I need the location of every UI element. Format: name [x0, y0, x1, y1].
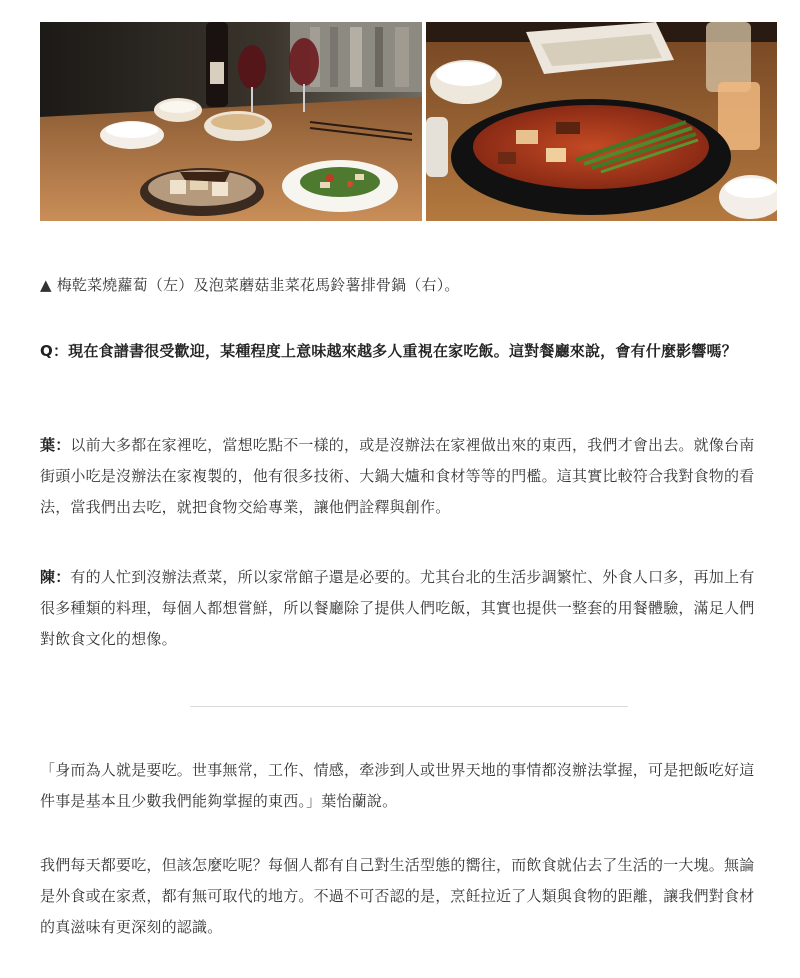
hot-pot-image — [426, 22, 777, 221]
interview-question: Q：現在食譜書很受歡迎，某種程度上意味越來越多人重視在家吃飯。這對餐廳來說，會有什麼影響嗎？ — [40, 342, 737, 360]
speaker-label: 葉： — [40, 436, 71, 454]
closing-paragraph: 我們每天都要吃，但該怎麼吃呢？每個人都有自己對生活型態的嚮往，而飲食就佔去了生活的一大塊。無論是外食或在家煮，都有無可取代的地方。不過不可否認的是，烹飪拉近了人類與食物的距離，讓我們對食材的真滋味有更深刻的認識。 — [40, 856, 755, 936]
quote-paragraph: 「身而為人就是要吃。世事無常，工作、情感，牽涉到人或世界天地的事情都沒辦法掌握，可是把飯吃好這件事是基本且少數我們能夠掌握的東西。」葉怡蘭說。 — [40, 761, 755, 810]
section-divider — [190, 706, 628, 707]
dinner-table-photo — [40, 22, 422, 221]
speaker-label: 陳： — [40, 568, 71, 586]
answer-text: 以前大多都在家裡吃，當想吃點不一樣的，或是沒辦法在家裡做出來的東西，我們才會出去。就像台南街頭小吃是沒辦法在家複製的，他有很多技術、大鍋大爐和食材等等的門檻。這其實比較符合我對食物的看法，當我們出去吃，就把食物交給專業，讓他們詮釋與創作。 — [40, 436, 755, 516]
photo-row — [40, 22, 777, 221]
hot-pot-photo — [426, 22, 777, 221]
dinner-table-image — [40, 22, 422, 221]
answer-paragraph-chen — [40, 562, 764, 655]
answer-paragraph-ye — [40, 430, 764, 523]
photo-caption: ▲ 梅乾菜燒蘿蔔（左）及泡菜蘑菇韭菜花馬鈴薯排骨鍋（右）。 — [40, 276, 460, 294]
answer-text: 有的人忙到沒辦法煮菜，所以家常館子還是必要的。尤其台北的生活步調繁忙、外食人口多，再加上有很多種類的料理，每個人都想嘗鮮，所以餐廳除了提供人們吃飯，其實也提供一整套的用餐體驗，滿足人們對飲食文化的想像。 — [40, 568, 755, 648]
